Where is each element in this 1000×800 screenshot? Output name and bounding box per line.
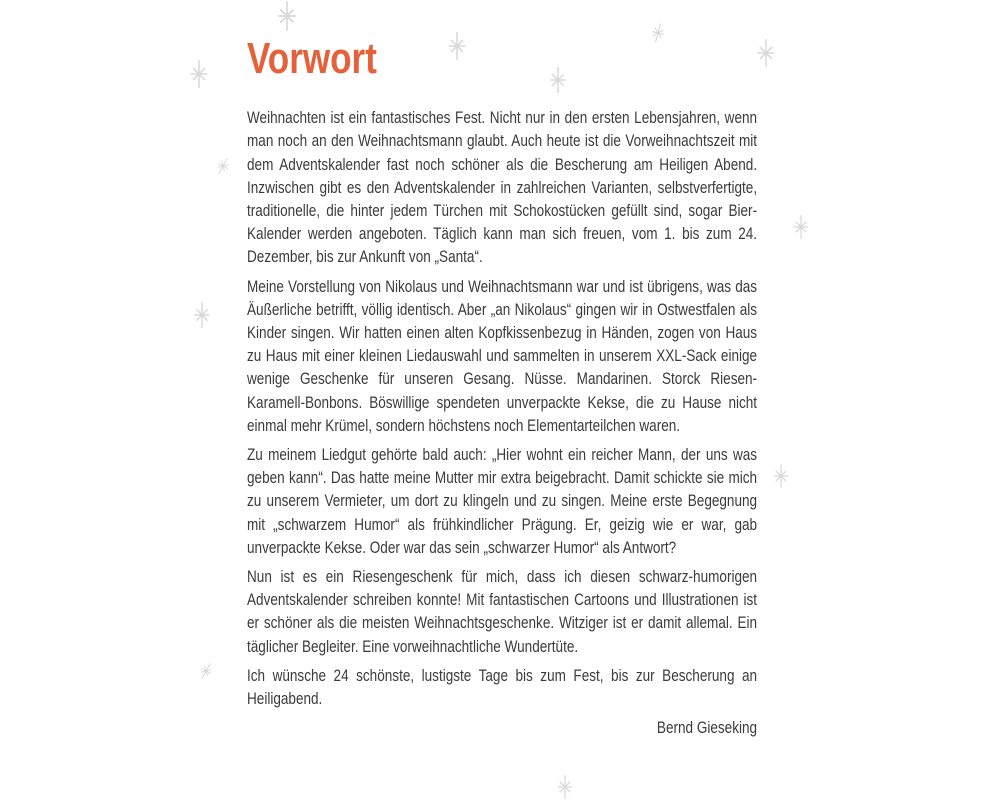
preface-paragraph: Weihnachten ist ein fantastisches Fest. Nicht nur in den ersten Lebensjahren, wenn man noch an den Weihnachtsmann glaubt. Auch heute ist die Vorweihnachtszeit mit dem Adventskalender fast noch schöner als die Bescherung am Heiligen Abend. Inzwischen gibt es den Adventskalender in zahlreichen Varianten, selbstverfertigte, traditionelle, die hinter jedem Türchen mit Schokostücken gefüllt sind, sogar Bier-Kalender werden angeboten. Täglich kann man sich freuen, vom 1. bis zum 24. Dezember, bis zur Ankunft von „Santa“. xyxy=(247,108,758,267)
snowflake-icon xyxy=(189,302,215,328)
preface-paragraph: Zu meinem Liedgut gehörte bald auch: „Hier wohnt ein reicher Mann, der uns was geben kann“. Das hatte meine Mutter mir extra beigebracht. Damit schickte sie mich zu unserem Vermieter, um dort zu klingeln und zu singen. Meine erste Begegnung mit „schwarzem Humor“ als frühkindlicher Prägung. Er, geizig wie er war, gab unverpackte Kekse. Oder war das sein „schwarzer Humor“ als Antwort? xyxy=(247,445,758,557)
snowflake-icon xyxy=(769,464,793,488)
snowflake-icon xyxy=(185,60,213,88)
preface-paragraph: Ich wünsche 24 schönste, lustigste Tage bis zum Fest, bis zur Bescherung an Heiligabend. xyxy=(247,665,758,709)
snowflake-icon xyxy=(789,215,813,239)
snowflake-icon xyxy=(553,775,577,799)
page-title: Vorwort xyxy=(247,34,377,83)
preface-paragraphs xyxy=(247,106,757,710)
preface-paragraph: Meine Vorstellung von Nikolaus und Weihnachtsmann war und ist übrigens, was das Äußerliche betrifft, völlig identisch. Aber „an Nikolaus“ gingen wir in Ostwestfalen als Kinder singen. Wir hatten einen alten Kopfkissenbezug in Händen, zogen von Haus zu Haus mit einer kleinen Liedauswahl und sammelten in unserem XXL-Sack einige wenige Geschenke für unseren Gesang. Nüsse. Mandarinen. Storck Riesen-Karamell-Bonbons. Böswillige spendeten unverpackte Kekse, die zu Hause nicht einmal mehr Krümel, sondern höchstens noch Elementarteilchen waren. xyxy=(247,276,758,435)
preface-content xyxy=(247,36,757,739)
snowflake-icon xyxy=(194,659,219,684)
preface-paragraph: Nun ist es ein Riesengeschenk für mich, dass ich diesen schwarz-humorigen Adventskalender schreiben konnte! Mit fantastischen Cartoons und Illustrationen ist er schöner als die meisten Weihnachtsgeschenke. Witziger ist er damit allemal. Ein täglicher Begleiter. Eine vorweihnachtliche Wundertüte. xyxy=(247,567,758,656)
snowflake-icon xyxy=(211,154,236,179)
author-signature: Bernd Gieseking xyxy=(656,718,758,738)
snowflake-icon xyxy=(272,1,302,31)
